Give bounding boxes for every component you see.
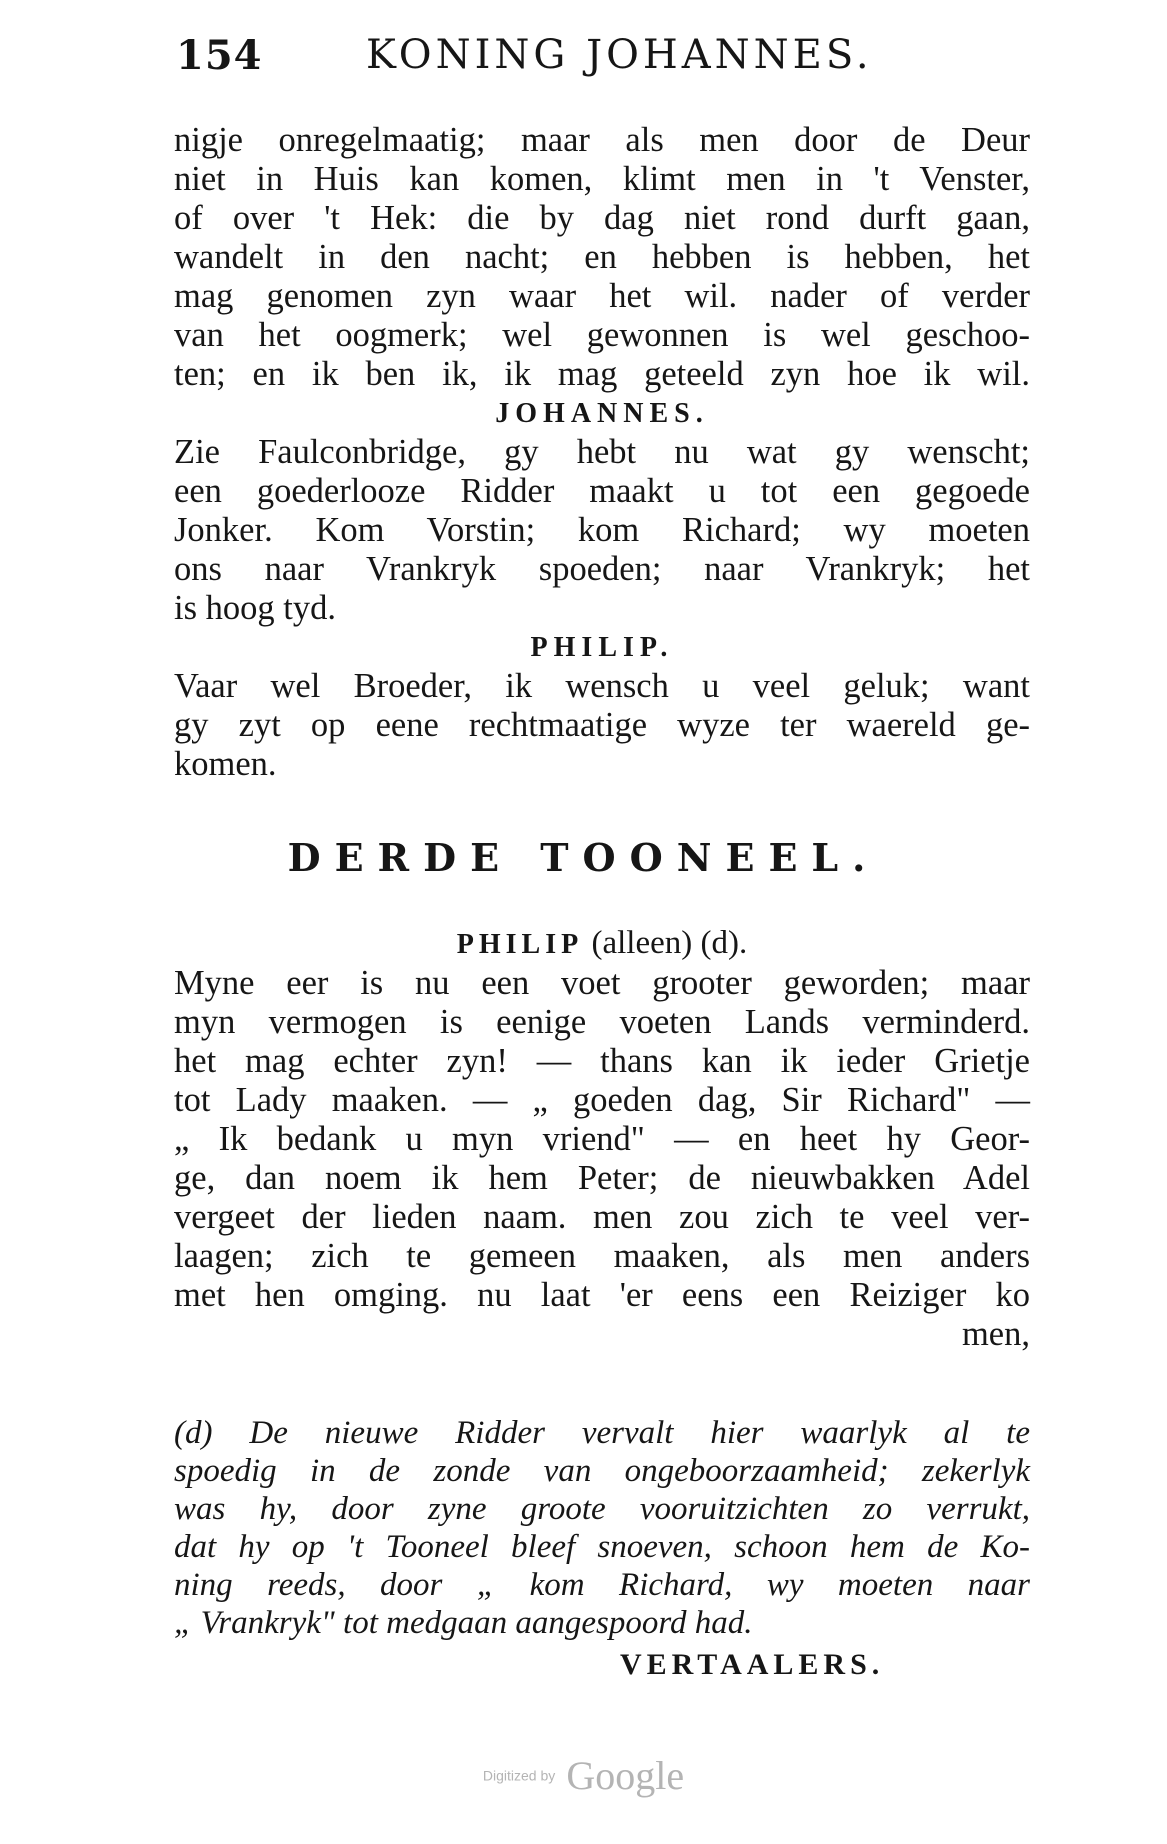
- text-line: een goederlooze Ridder maakt u tot een gegoede: [174, 472, 1030, 510]
- text-line: gy zyt op eene rechtmaatige wyze ter waereld ge-: [174, 706, 1030, 744]
- text-line: Jonker. Kom Vorstin; kom Richard; wy moeten: [174, 511, 1030, 549]
- text-line: van het oogmerk; wel gewonnen is wel geschoo-: [174, 316, 1030, 354]
- footnote: [174, 1414, 1030, 1642]
- text-line: vergeet der lieden naam. men zou zich te veel ver-: [174, 1198, 1030, 1236]
- paragraph-philip-monologue: [174, 923, 1030, 1354]
- scene-title: DERDE TOONEEL.: [287, 835, 880, 880]
- paragraph-bastard-speech: [174, 121, 1030, 784]
- stage-direction-note: (alleen) (d).: [591, 925, 748, 961]
- text-line: komen.: [174, 745, 277, 783]
- text-line: „ Ik bedank u myn vriend" — en heet hy Geor-: [174, 1120, 1030, 1158]
- footnote-line: was hy, door zyne groote vooruitzichten zo verrukt,: [174, 1491, 1030, 1527]
- digitization-watermark: [0, 1752, 1167, 1799]
- text-line: nigje onregelmaatig; maar als men door de Deur: [174, 121, 1030, 159]
- text-line: ten; en ik ben ik, ik mag geteeld zyn hoe ik wil.: [174, 355, 1030, 393]
- text-line: is hoog tyd.: [174, 589, 336, 627]
- text-line: Myne eer is nu een voet grooter geworden; maar: [174, 964, 1030, 1002]
- text-line: wandelt in den nacht; en hebben is hebben, het: [174, 238, 1030, 276]
- footnote-line: ning reeds, door „ kom Richard, wy moeten naar: [174, 1567, 1030, 1603]
- text-line: het mag echter zyn! — thans kan ik ieder Grietje: [174, 1042, 1030, 1080]
- speaker-heading-johannes: JOHANNES.: [495, 398, 709, 429]
- stage-direction: [174, 923, 1030, 964]
- text-line: myn vermogen is eenige voeten Lands verminderd.: [174, 1003, 1030, 1041]
- text-line: of over 't Hek: die by dag niet rond durft gaan,: [174, 199, 1030, 237]
- footnote-line: dat hy op 't Tooneel bleef snoeven, schoon hem de Ko-: [174, 1529, 1030, 1565]
- text-line: met hen omging. nu laat 'er eens een Reiziger ko: [174, 1276, 1030, 1314]
- text-line: men,: [961, 1315, 1030, 1353]
- google-logo: Google: [566, 1753, 685, 1798]
- text-line: Zie Faulconbridge, gy hebt nu wat gy wenscht;: [174, 433, 1030, 471]
- text-line: ons naar Vrankryk spoeden; naar Vrankryk; het: [174, 550, 1030, 588]
- text-line: Vaar wel Broeder, ik wensch u veel geluk; want: [174, 667, 1030, 705]
- footnote-line: (d) De nieuwe Ridder vervalt hier waarlyk al te: [174, 1415, 1030, 1451]
- translator-signature: VERTAALERS.: [620, 1648, 885, 1681]
- page-header: [176, 32, 936, 92]
- text-line: laagen; zich te gemeen maaken, als men anders: [174, 1237, 1030, 1275]
- footnote-line: „ Vrankryk" tot medgaan aangespoord had.: [174, 1605, 753, 1641]
- stage-direction-name: PHILIP: [456, 929, 584, 960]
- running-title: KONING JOHANNES.: [366, 32, 873, 78]
- text-line: niet in Huis kan komen, klimt men in 't Venster,: [174, 160, 1030, 198]
- text-line: ge, dan noem ik hem Peter; de nieuwbakken Adel: [174, 1159, 1030, 1197]
- digitized-by-label: Digitized by: [482, 1767, 556, 1784]
- text-line: mag genomen zyn waar het wil. nader of verder: [174, 277, 1030, 315]
- text-line: tot Lady maaken. — „ goeden dag, Sir Richard" —: [174, 1081, 1030, 1119]
- footnote-line: spoedig in de zonde van ongeboorzaamheid; zekerlyk: [174, 1453, 1030, 1489]
- page-number: 154: [176, 32, 263, 79]
- speaker-heading-philip: PHILIP.: [530, 632, 674, 663]
